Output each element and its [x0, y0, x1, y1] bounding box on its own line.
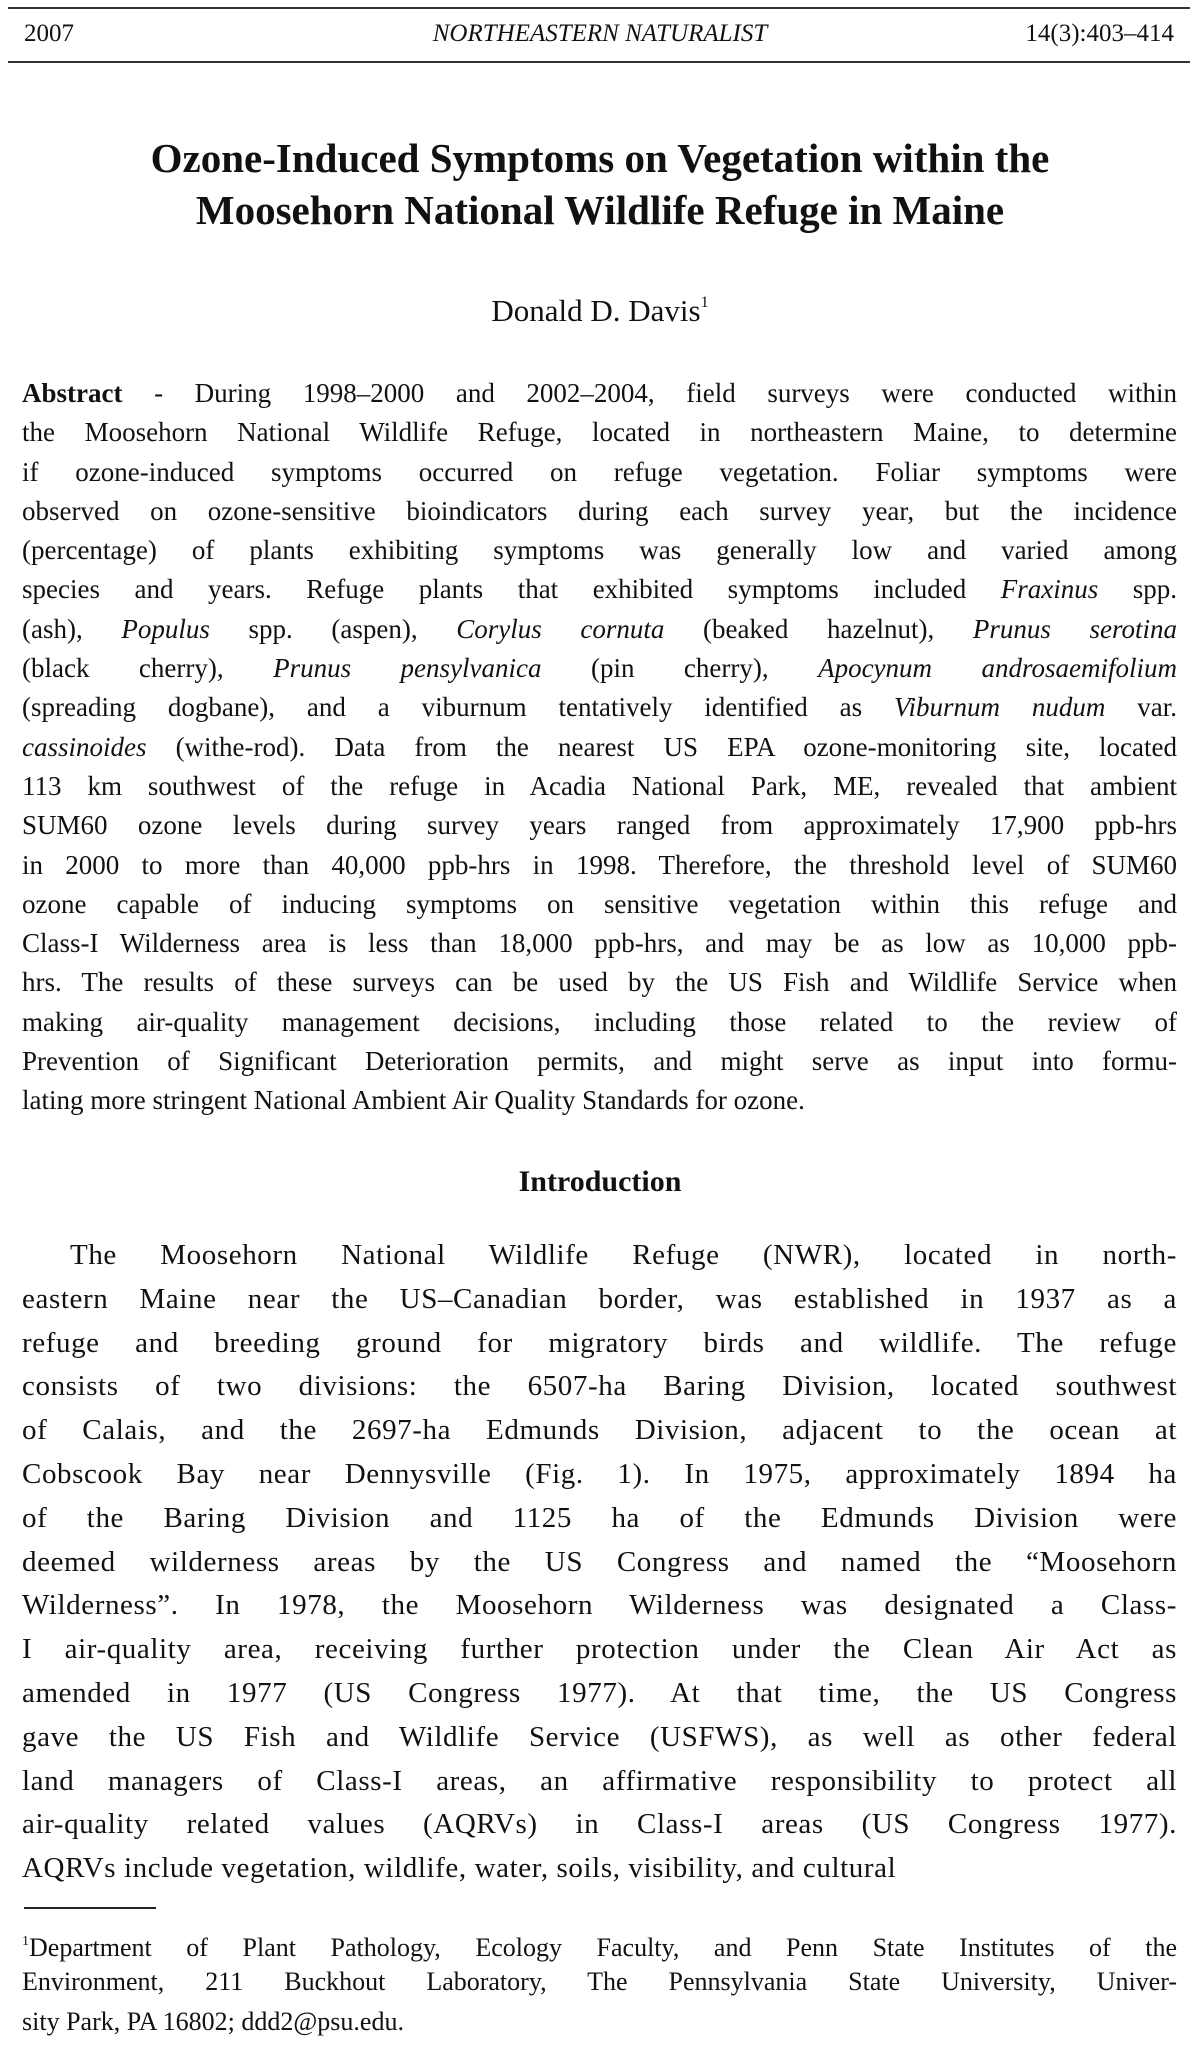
introduction-line	[22, 1760, 1177, 1804]
text-run: spp. (aspen),	[209, 613, 457, 644]
text-run: in 2000 to more than 40,000 ppb-hrs in 1998. Therefore, the threshold level of SUM60	[22, 849, 1177, 880]
header-journal-name: NORTHEASTERN NATURALIST	[432, 20, 768, 47]
footnote-line	[22, 1922, 1177, 1962]
introduction-line	[22, 1672, 1177, 1716]
text-run: of the Baring Division and 1125 ha of the Edmunds Division were	[22, 1501, 1177, 1534]
introduction-line	[22, 1278, 1177, 1322]
text-run: of Calais, and the 2697-ha Edmunds Division, adjacent to the ocean at	[22, 1414, 1177, 1447]
text-run: the Moosehorn National Wildlife Refuge, located in northeastern Maine, to determine	[22, 417, 1177, 448]
header-year: 2007	[24, 20, 74, 47]
text-run: spp.	[1098, 574, 1177, 605]
title-line-1: Ozone-Induced Symptoms on Vegetation within the	[150, 135, 1050, 181]
text-run: Department of Plant Pathology, Ecology Faculty, and Penn State Institutes of the	[29, 1933, 1177, 1962]
introduction-line	[22, 1803, 1177, 1847]
introduction-line	[22, 1541, 1177, 1585]
text-run: var.	[1105, 692, 1177, 723]
text-run: Environment, 211 Buckhout Laboratory, The Pennsylvania State University, Univer-	[22, 1967, 1177, 1996]
introduction-line	[22, 1409, 1177, 1453]
footnote-line	[22, 1962, 1177, 2002]
italic-term: Apocynum androsaemifolium	[818, 653, 1177, 684]
introduction-line	[22, 1322, 1177, 1366]
text-run: (spreading dogbane), and a viburnum tentatively identified as	[22, 692, 895, 723]
paper-title	[0, 132, 1200, 236]
abstract-label: Abstract	[22, 378, 123, 408]
text-run: (pin cherry),	[541, 653, 819, 684]
text-run: - During 1998–2000 and 2002–2004, field surveys were conducted within	[122, 378, 1177, 408]
abstract-line	[22, 1081, 1177, 1120]
italic-term: cassinoides	[22, 731, 147, 762]
italic-term: Prunus pensylvanica	[273, 653, 542, 684]
footnote-rule	[24, 1907, 156, 1909]
text-run: observed on ozone-sensitive bioindicators during each survey year, but the incidence	[22, 495, 1177, 526]
introduction-line	[22, 1453, 1177, 1497]
text-run: Cobscook Bay near Dennysville (Fig. 1). In 1975, approximately 1894 ha	[22, 1457, 1177, 1490]
text-run: gave the US Fish and Wildlife Service (USFWS), as well as other federal	[22, 1720, 1177, 1753]
text-run: if ozone-induced symptoms occurred on refuge vegetation. Foliar symptoms were	[22, 456, 1177, 487]
header-bottom-rule	[8, 61, 1190, 63]
text-run: Wilderness”. In 1978, the Moosehorn Wilderness was designated a Class-	[22, 1589, 1177, 1622]
text-run: 113 km southwest of the refuge in Acadia National Park, ME, revealed that ambient	[22, 770, 1177, 801]
text-run: AQRVs include vegetation, wildlife, water, soils, visibility, and cultural	[22, 1852, 897, 1885]
text-run: (black cherry),	[22, 653, 274, 684]
footnote-mark: 1	[22, 1934, 29, 1949]
abstract-line	[22, 688, 1177, 727]
abstract-line	[22, 610, 1177, 649]
text-run: land managers of Class-I areas, an affirmative responsibility to protect all	[22, 1764, 1177, 1797]
text-run: eastern Maine near the US–Canadian border, was established in 1937 as a	[22, 1282, 1177, 1315]
text-run: ozone capable of inducing symptoms on sensitive vegetation within this refuge and	[22, 888, 1177, 919]
author-footnote-mark: 1	[700, 294, 709, 311]
text-run: (beaked hazelnut),	[664, 613, 973, 644]
introduction-line	[22, 1497, 1177, 1541]
abstract-line	[22, 570, 1177, 609]
italic-term: Populus	[121, 613, 210, 644]
italic-term: Corylus cornuta	[456, 613, 665, 644]
text-run: deemed wilderness areas by the US Congress and named the “Moosehorn	[22, 1545, 1177, 1578]
abstract-line	[22, 1042, 1177, 1081]
abstract-line	[22, 963, 1177, 1002]
abstract-line	[22, 846, 1177, 885]
text-run: The Moosehorn National Wildlife Refuge (NWR), located in north-	[70, 1239, 1177, 1271]
text-run: amended in 1977 (US Congress 1977). At that time, the US Congress	[22, 1676, 1177, 1709]
abstract-line	[22, 531, 1177, 570]
introduction-line	[22, 1716, 1177, 1760]
footnote	[22, 1922, 1177, 2042]
text-run: sity Park, PA 16802; ddd2@psu.edu.	[22, 2007, 404, 2036]
text-run: air-quality related values (AQRVs) in Class-I areas (US Congress 1977).	[22, 1808, 1177, 1841]
abstract	[22, 374, 1177, 1121]
title-line-2: Moosehorn National Wildlife Refuge in Maine	[195, 187, 1005, 233]
abstract-line	[22, 492, 1177, 531]
abstract-line	[22, 885, 1177, 924]
abstract-line	[22, 806, 1177, 845]
text-run: I air-quality area, receiving further protection under the Clean Air Act as	[22, 1633, 1177, 1666]
text-run: (percentage) of plants exhibiting symptoms was generally low and varied among	[22, 535, 1177, 566]
footnote-line	[22, 2002, 1177, 2042]
header-citation: 14(3):403–414	[1025, 20, 1174, 47]
text-run: refuge and breeding ground for migratory birds and wildlife. The refuge	[22, 1326, 1177, 1359]
author-name: Donald D. Davis	[491, 293, 701, 328]
introduction-line	[22, 1847, 1177, 1891]
introduction-line	[22, 1365, 1177, 1409]
text-run: (withe-rod). Data from the nearest US EPA ozone-monitoring site, located	[146, 731, 1177, 762]
italic-term: Prunus serotina	[972, 613, 1177, 644]
text-run: (ash),	[22, 613, 122, 644]
text-run: species and years. Refuge plants that exhibited symptoms included	[22, 574, 1001, 605]
text-run: Class-I Wilderness area is less than 18,000 ppb-hrs, and may be as low as 10,000 ppb-	[22, 928, 1177, 959]
text-run: consists of two divisions: the 6507-ha Baring Division, located southwest	[22, 1370, 1177, 1403]
text-run: Prevention of Significant Deterioration permits, and might serve as input into formu-	[22, 1046, 1177, 1077]
abstract-line	[22, 924, 1177, 963]
italic-term: Viburnum nudum	[894, 692, 1106, 723]
introduction-line	[22, 1234, 1177, 1278]
abstract-line	[22, 728, 1177, 767]
introduction-heading: Introduction	[518, 1165, 682, 1198]
text-run: lating more stringent National Ambient Air Quality Standards for ozone.	[22, 1085, 805, 1116]
abstract-line	[22, 1003, 1177, 1042]
italic-term: Fraxinus	[1000, 574, 1099, 605]
author	[0, 283, 1200, 331]
text-run: making air-quality management decisions, including those related to the review of	[22, 1006, 1177, 1037]
introduction-body	[22, 1234, 1177, 1891]
abstract-line	[22, 649, 1177, 688]
abstract-line	[22, 767, 1177, 806]
introduction-line	[22, 1584, 1177, 1628]
abstract-line	[22, 374, 1177, 413]
abstract-line	[22, 413, 1177, 452]
introduction-line	[22, 1628, 1177, 1672]
abstract-line	[22, 453, 1177, 492]
text-run: hrs. The results of these surveys can be used by the US Fish and Wildlife Service when	[22, 967, 1177, 998]
header-top-rule	[8, 7, 1190, 9]
text-run: SUM60 ozone levels during survey years ranged from approximately 17,900 ppb-hrs	[22, 810, 1177, 841]
